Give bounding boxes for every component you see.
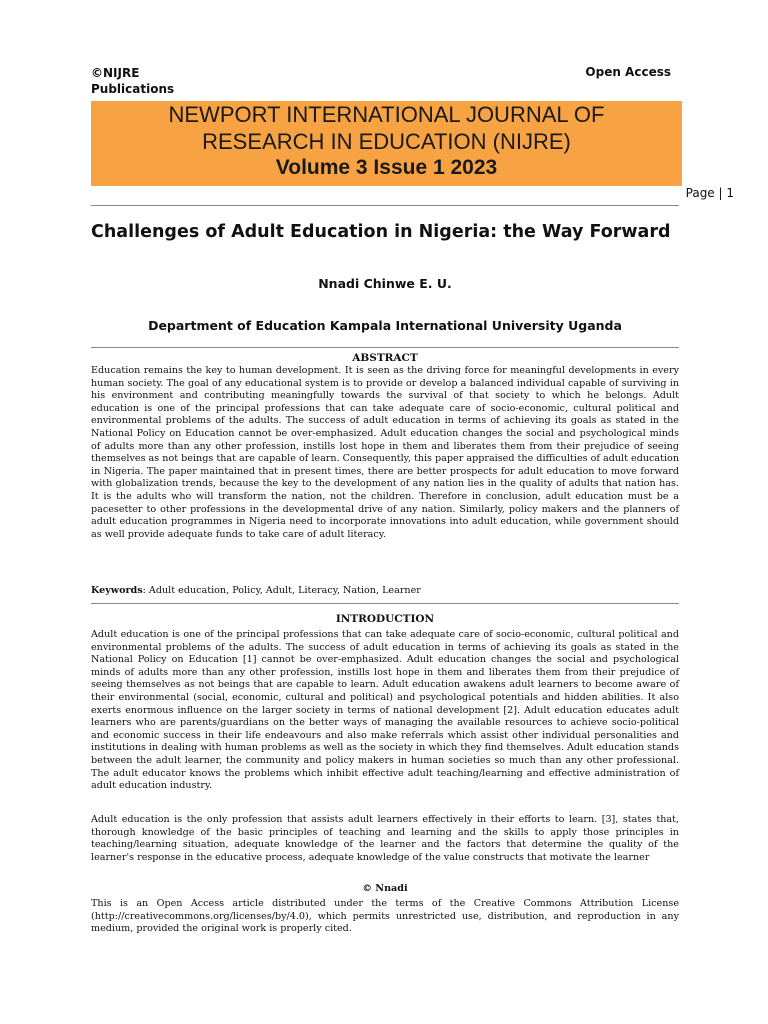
- publisher-name: ©NIJRE: [91, 66, 140, 80]
- abstract-bottom-rule: [91, 603, 679, 604]
- introduction-heading: INTRODUCTION: [335, 613, 435, 625]
- article-author: Nnadi Chinwe E. U.: [318, 276, 452, 291]
- keywords-line: [91, 585, 679, 598]
- article-department: Department of Education Kampala International University Uganda: [148, 318, 622, 333]
- journal-banner: [91, 101, 682, 186]
- introduction-paragraph-2: Adult education is the only profession that assists adult learners effectively in their efforts to learn. [3], states that, thorough knowledge of the basic principles of teaching and learning and the skills to apply those principles in teaching/learning situation, adequate knowledge of the learner and the factors that determine the quality of the learner's response in the educative process, adequate knowledge of the value constructs that motivate the learner: [91, 814, 679, 863]
- keywords-list: : Adult education, Policy, Adult, Literacy, Nation, Learner: [142, 585, 421, 596]
- license-text: This is an Open Access article distributed under the terms of the Creative Commons Attribution License (http://creativecommons.org/licenses/by/4.0), which permits unrestricted use, distribution, and reproduction in any medium, provided the original work is properly cited.: [91, 898, 679, 935]
- journal-volume: Volume 3 Issue 1 2023: [275, 156, 498, 179]
- abstract-body: Education remains the key to human development. It is seen as the driving force for meaningful developments in every human society. The goal of any educational system is to provide or develop a balanced individual capable of surviving in his environment and contributing meaningfully towards the survival of that society to which he belongs. Adult education is one of the principal professions that can take adequate care of socio-economic, cultural political and environmental problems of the adults. The success of adult education in terms of achieving its goals as stated in the National Policy on Education cannot be over-emphasized. Adult education changes the social and psychological minds of adults more than any other profession, instills lost hope in them and liberates them from their prejudice of seeing themselves as not beings that are capable of learn. Consequently, this paper appraised the difficulties of adult education in Nigeria. The paper maintained that in present times, there are better prospects for adult education to move forward with globalization trends, because the key to the development of any nation lies in the quality of adults that nation has. It is the adults who will transform the nation, not the children. Therefore in conclusion, adult education must be a pacesetter to other professions in the developmental drive of any nation. Similarly, policy makers and the planners of adult education programmes in Nigeria need to incorporate innovations into adult education, while government should as well provide adequate funds to take care of adult literacy.: [91, 365, 679, 540]
- open-access-label: Open Access: [585, 65, 671, 79]
- page-rule: [91, 205, 679, 206]
- abstract-top-rule: [91, 347, 679, 348]
- copyright-heading: © Nnadi: [362, 883, 408, 894]
- abstract-heading: ABSTRACT: [352, 352, 418, 364]
- introduction-paragraph-1: Adult education is one of the principal professions that can take adequate care of socio-economic, cultural political and environmental problems of the adults. The success of adult education in terms of achieving its goals as stated in the National Policy on Education [1] cannot be over-emphasized. Adult education changes the social and psychological minds of adults more than any other profession, instills lost hope in them and liberates them from their prejudice of seeing themselves as not beings that are capable to learn. Adult education awakens adult learners to become aware of their environmental (social, economic, cultural and political) and psychological potentials and hidden abilities. It also exerts enormous influence on the larger society in terms of national development [2]. Adult education educates adult learners who are parents/guardians on the better ways of managing the available resources to achieve socio-political and economic success in their life endeavours and also make referrals which assist other individual personalities and institutions in dealing with human problems as well as the society in which they find themselves. Adult education stands between the adult learner, the community and policy makers in human societies so much than any other professional. The adult educator knows the problems which inhibit effective adult teaching/learning and effective administration of adult education industry.: [91, 629, 679, 792]
- journal-title-line2: RESEARCH IN EDUCATION (NIJRE): [202, 129, 571, 154]
- journal-title-line1: NEWPORT INTERNATIONAL JOURNAL OF: [168, 102, 605, 127]
- publisher-block: [91, 65, 174, 97]
- article-title: Challenges of Adult Education in Nigeria: the Way Forward: [91, 222, 671, 242]
- keywords-label: Keywords: [91, 585, 143, 596]
- page-number: Page | 1: [685, 186, 734, 200]
- publisher-sub: Publications: [91, 82, 175, 96]
